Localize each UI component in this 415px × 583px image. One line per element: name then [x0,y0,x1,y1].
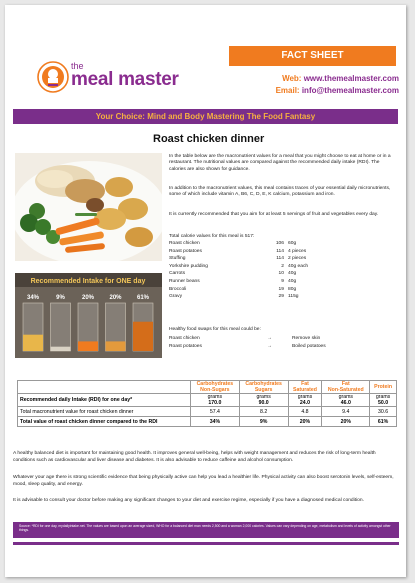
rdi-cell: grams 170.0 [191,394,240,407]
tagline-banner: Your Choice: Mind and Body Mastering The Food Fantasy [13,109,398,124]
web-contact [219,74,399,83]
calorie-cal: 106 [275,241,284,246]
roast-dinner-photo [15,153,162,261]
percent-cell: 9% [239,417,288,427]
body-paragraph-1: A healthy balanced diet is important for maintaining good health. It improves general well-being, helps with weight management and reduces the risk of long-term health conditions such as cardiovascular and liver disease and diabetes. It is also advisable to reduce caffeine and alcohol consumption. [13,451,376,463]
email-link[interactable]: info@themealmaster.com [301,86,399,95]
logo-name-text: meal master [71,69,179,90]
swap-from: Roast potatoes [169,344,202,349]
intake-fill [78,341,98,351]
calorie-cal: 29 [278,294,284,300]
logo-the-text: the [71,61,84,71]
calories-heading: Total calorie values for this meal is 517: [169,234,255,239]
swap-to: Remove skin [292,336,321,341]
calorie-qty: 60g [288,241,297,246]
total-cell: 8.2 [239,407,288,417]
table-header-fat-nonsat: Fat Non-Saturated [322,381,370,394]
calorie-cal: 114 [276,248,284,254]
intro-paragraph-1: In the table below are the macronutrient values for a meal that you might choose to eat at home or in a restaurant. The nutritional values are compared against the recommended daily intake (RDI). The calories are also shown for guidance. [169,154,391,172]
email-contact [219,86,399,95]
intake-fill [133,322,153,351]
calorie-item: Yorkshire pudding [169,263,208,269]
intake-percent-label: 61% [136,295,150,301]
calorie-cal: 114 [276,256,284,262]
body-paragraph-2: Whatever your age there is strong scientific evidence that being physically active can help you lead a healthier life. Physical activity can also boost serotonin levels, self-esteem, mood, sleep quality, and energy. [13,475,394,487]
swap-to: Boiled potatoes [292,344,326,349]
calorie-item: Gravy [169,294,183,300]
fact-sheet-tab: FACT SHEET [229,46,396,66]
table-row-total [18,407,397,417]
recommended-intake-chart [15,273,162,358]
intake-fill [23,335,43,351]
intake-glass [51,303,71,351]
table-header-protein: Protein [370,381,397,394]
calorie-cal: 19 [278,286,284,292]
table-row-percent [18,417,397,427]
calorie-qty: 40g [288,279,297,284]
calorie-cal: 2 [281,263,284,269]
table-header-carb-nonsugar: Carbohydrates Non-Sugars [191,381,240,394]
calorie-qty: 2 pieces [288,256,307,262]
intake-percent-label: 9% [56,295,65,301]
swaps-heading: Healthy food swaps for this meal could be: [169,327,261,332]
calorie-qty: 80g [288,286,297,292]
calorie-item: Broccoli [169,286,187,292]
total-cell: 4.8 [288,407,322,417]
percent-cell: 20% [322,417,370,427]
intake-chart-title: Recommended Intake for ONE day [30,278,146,285]
swap-arrow: → [267,336,272,341]
rdi-label: Recommended daily Intake (RDI) for one day* [18,394,191,407]
table-header-empty [18,381,191,394]
calorie-cal: 10 [278,271,284,277]
fact-sheet-page [5,5,406,577]
page-title: Roast chicken dinner [153,133,265,145]
rdi-cell: grams 24.0 [288,394,322,407]
table-header-fat-sat: Fat Saturated [288,381,322,394]
recommended-intake-image [15,273,162,358]
table-header-row [18,381,397,394]
calorie-item: Runner beans [169,279,200,284]
intake-fill [106,341,126,351]
email-label: Email: [275,86,300,95]
intro-paragraph-3: It is currently recommended that you aim for at least 5 servings of fruit and vegetables every day. [169,212,379,217]
total-label: Total macronutrient value for roast chicken dinner [18,407,191,417]
rdi-cell: grams 50.0 [370,394,397,407]
table-header-carb-sugar: Carbohydrates Sugars [239,381,288,394]
calorie-item: Roast potatoes [169,248,202,254]
calorie-cal: 9 [281,279,284,284]
percent-cell: 34% [191,417,240,427]
calorie-item: Carrots [169,271,186,277]
body-paragraph-3: It is advisable to consult your doctor before making any significant changes to your diet and exercise regime, especially if you have a diagnosed medical condition. [13,498,364,503]
calorie-qty: 115g [288,294,299,300]
footer-rule [13,542,399,545]
calorie-qty: 40g each [288,263,309,269]
percent-label: Total value of roast chicken dinner compared to the RDI [18,417,191,427]
calorie-item: Roast chicken [169,241,200,246]
web-label: Web: [282,74,302,83]
meal-master-logo [37,57,179,103]
calorie-qty: 4 pieces [288,248,307,254]
calorie-item: Stuffing [169,256,186,262]
table-row-rdi [18,394,397,407]
chef-hat-icon [37,59,69,97]
percent-cell: 61% [370,417,397,427]
intake-percent-label: 20% [81,295,95,301]
rdi-cell: grams 90.0 [239,394,288,407]
total-cell: 57.4 [191,407,240,417]
intake-percent-label: 20% [109,295,122,301]
rdi-cell: grams 46.0 [322,394,370,407]
intake-fill [51,347,71,351]
swap-from: Roast chicken [169,336,200,341]
total-cell: 9.4 [322,407,370,417]
percent-cell: 20% [288,417,322,427]
intro-paragraph-2: In addition to the macronutrient values, this meal contains traces of your essential daily micronutrients, some of which include vitamin A, B6, C, D, E, K calcium, potassium and iron. [169,186,391,198]
web-link[interactable]: www.themealmaster.com [303,74,399,83]
total-cell: 30.6 [370,407,397,417]
nutrition-table [17,380,397,427]
intake-percent-label: 34% [26,295,40,301]
swap-arrow: → [267,344,272,349]
calorie-qty: 40g [288,271,297,277]
source-footer: Source: *RDI for one day, mydailyintake.net. The values are based upon an average sized, WHO for a balanced diet man needs 2,500 and a woman 2,000 calories. Values can vary depending on age, metabolism and levels of activity amongst other things. [13,522,399,538]
